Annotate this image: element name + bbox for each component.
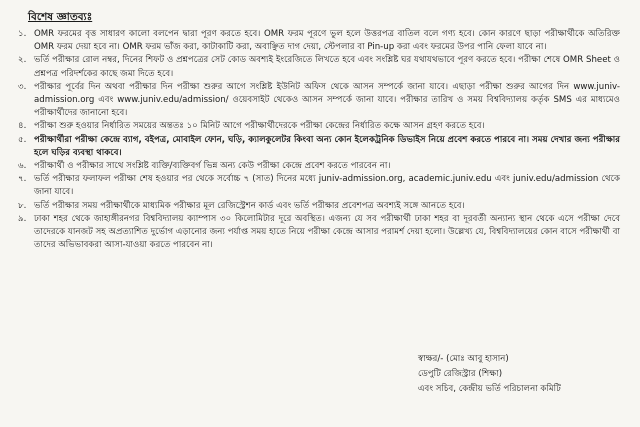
note-text: পরীক্ষা শুরু হওয়ার নির্ধারিত সময়ের অন্ততঃ ১০ মিনিট আগে পরীক্ষার্থীদেরকে পরীক্ষা কেন্দ্রের নির্ধারিত কক্ষে আসন গ্রহণ করতে হবে।: [34, 121, 485, 132]
note-number: ৫.: [18, 134, 27, 145]
signature-name: স্বাক্ষর/- (মোঃ আবু হাসান): [418, 354, 509, 364]
note-number: ৩.: [18, 81, 27, 92]
note-text: পরীক্ষার পূর্বের দিন অথবা পরীক্ষার দিন পরীক্ষা শুরুর আগে সংশ্লিষ্ট ইউনিট অফিস থেকে আসন সম্পর্কে জানা যাবে। এছাড়া পরীক্ষা শুরুর আগের দিন www.juniv-admission.org এবং www.juniv.edu/admission/ ওয়েবসাইট থেকেও আসন সম্পর্কে জানা যাবে। পরীক্ষার তারিখ ও সময় বিশ্ববিদ্যালয় কর্তৃক SMS এর মাধ্যমেও পরীক্ষার্থীদের জানানো হবে।: [34, 81, 620, 119]
note-number: ৪.: [18, 121, 27, 132]
note-item: [18, 28, 620, 54]
note-item: [18, 173, 620, 199]
note-text: OMR ফরমের বৃত্ত সাধারণ কালো বলপেন দ্বারা পূরণ করতে হবে। OMR ফরম পূরণে ভুল হলে উত্তরপত্র বাতিল বলে গণ্য হবে। কোন কারণে ছাড়া পরীক্ষার্থীকে অতিরিক্ত OMR ফরম দেয়া হবে না। OMR ফরম ভাঁজ করা, কাটাকাটি করা, অবাঞ্ছিত দাগ দেয়া, স্টেপলার বা Pin-up করা এবং ফরমের উপর পানি ফেলা যাবে না।: [34, 29, 620, 53]
notice-heading: বিশেষ জ্ঞাতব্যঃ: [28, 11, 93, 23]
note-text: ভর্তি পরীক্ষার ফলাফল পরীক্ষা শেষ হওয়ার পর থেকে সর্বোচ্চ ৭ (সাত) দিনের মধ্যে juniv-admission.org, academic.juniv.edu এবং juniv.edu/admission থেকে জানা যাবে।: [34, 174, 620, 198]
note-item: [18, 134, 620, 160]
note-item: [18, 213, 620, 253]
note-text: পরীক্ষার্থী ও পরীক্ষার সাথে সংশ্লিষ্ট ব্যক্তি/ব্যক্তিবর্গ ভিন্ন অন্য কেউ পরীক্ষা কেন্দ্রে প্রবেশ করতে পারবেন না।: [34, 161, 391, 172]
notes-list: [18, 28, 620, 252]
note-text: ভর্তি পরীক্ষার সময় পরীক্ষার্থীকে মাধ্যমিক পরীক্ষার মূল রেজিস্ট্রেশন কার্ড এবং ভর্তি পরীক্ষার প্রবেশপত্র অবশ্যই সঙ্গে আনতে হবে।: [34, 200, 465, 211]
note-text: পরীক্ষার্থীরা পরীক্ষা কেন্দ্রে ব্যাগ, বইপত্র, মোবাইল ফোন, ঘড়ি, ক্যালকুলেটর কিংবা অন্য কোন ইলেকট্রনিক ডিভাইস নিয়ে প্রবেশ করতে পারবে না। সময় দেখার জন্য পরীক্ষার হলে ঘড়ির ব্যবস্থা থাকবে।: [34, 134, 620, 158]
note-number: ১.: [18, 29, 27, 39]
note-number: ৮.: [18, 200, 27, 211]
note-text: ঢাকা শহর থেকে জাহাঙ্গীরনগর বিশ্ববিদ্যালয় ক্যাম্পাস ৩০ কিলোমিটার দূরে অবস্থিত। এজন্য যে সব পরীক্ষার্থী ঢাকা শহর বা দূরবর্তী অন্যান্য স্থান থেকে এসে পরীক্ষা দেবে তাদেরকে যানজট সহ অপ্রত্যাশিত দুর্ভোগ এড়ানোর জন্য পর্যাপ্ত সময় হাতে নিয়ে পরীক্ষা কেন্দ্রে আসার পরামর্শ দেয়া হলো। উল্লেখ্য যে, বিশ্ববিদ্যালয়ের কোন বাসে পরীক্ষার্থী বা তাদের অভিভাবকরা আসা-যাওয়া করতে পারবেন না।: [34, 213, 620, 251]
note-item: [18, 54, 620, 80]
signature-block: [418, 352, 561, 397]
signature-title: ডেপুটি রেজিস্ট্রার (শিক্ষা): [418, 369, 503, 379]
note-item: [18, 200, 620, 213]
signature-committee: এবং সচিব, কেন্দ্রীয় ভর্তি পরিচালনা কমিটি: [418, 384, 561, 394]
note-item: [18, 120, 620, 133]
note-number: ৬.: [18, 161, 27, 172]
note-number: ৭.: [18, 174, 27, 185]
note-text: ভর্তি পরীক্ষার রোল নম্বর, দিনের শিফট ও প্রশ্নপত্রের সেট কোড অবশ্যই ইংরেজিতে লিখতে হবে এবং সংশ্লিষ্ট ঘর যথাযথভাবে পূরণ করতে হবে। পরীক্ষা শেষে OMR Sheet ও প্রশ্নপত্র পরিদর্শকের কাছে জমা দিতে হবে।: [34, 55, 620, 79]
note-item: [18, 81, 620, 121]
note-number: ২.: [18, 55, 27, 66]
note-number: ৯.: [18, 213, 27, 224]
note-item: [18, 160, 620, 173]
